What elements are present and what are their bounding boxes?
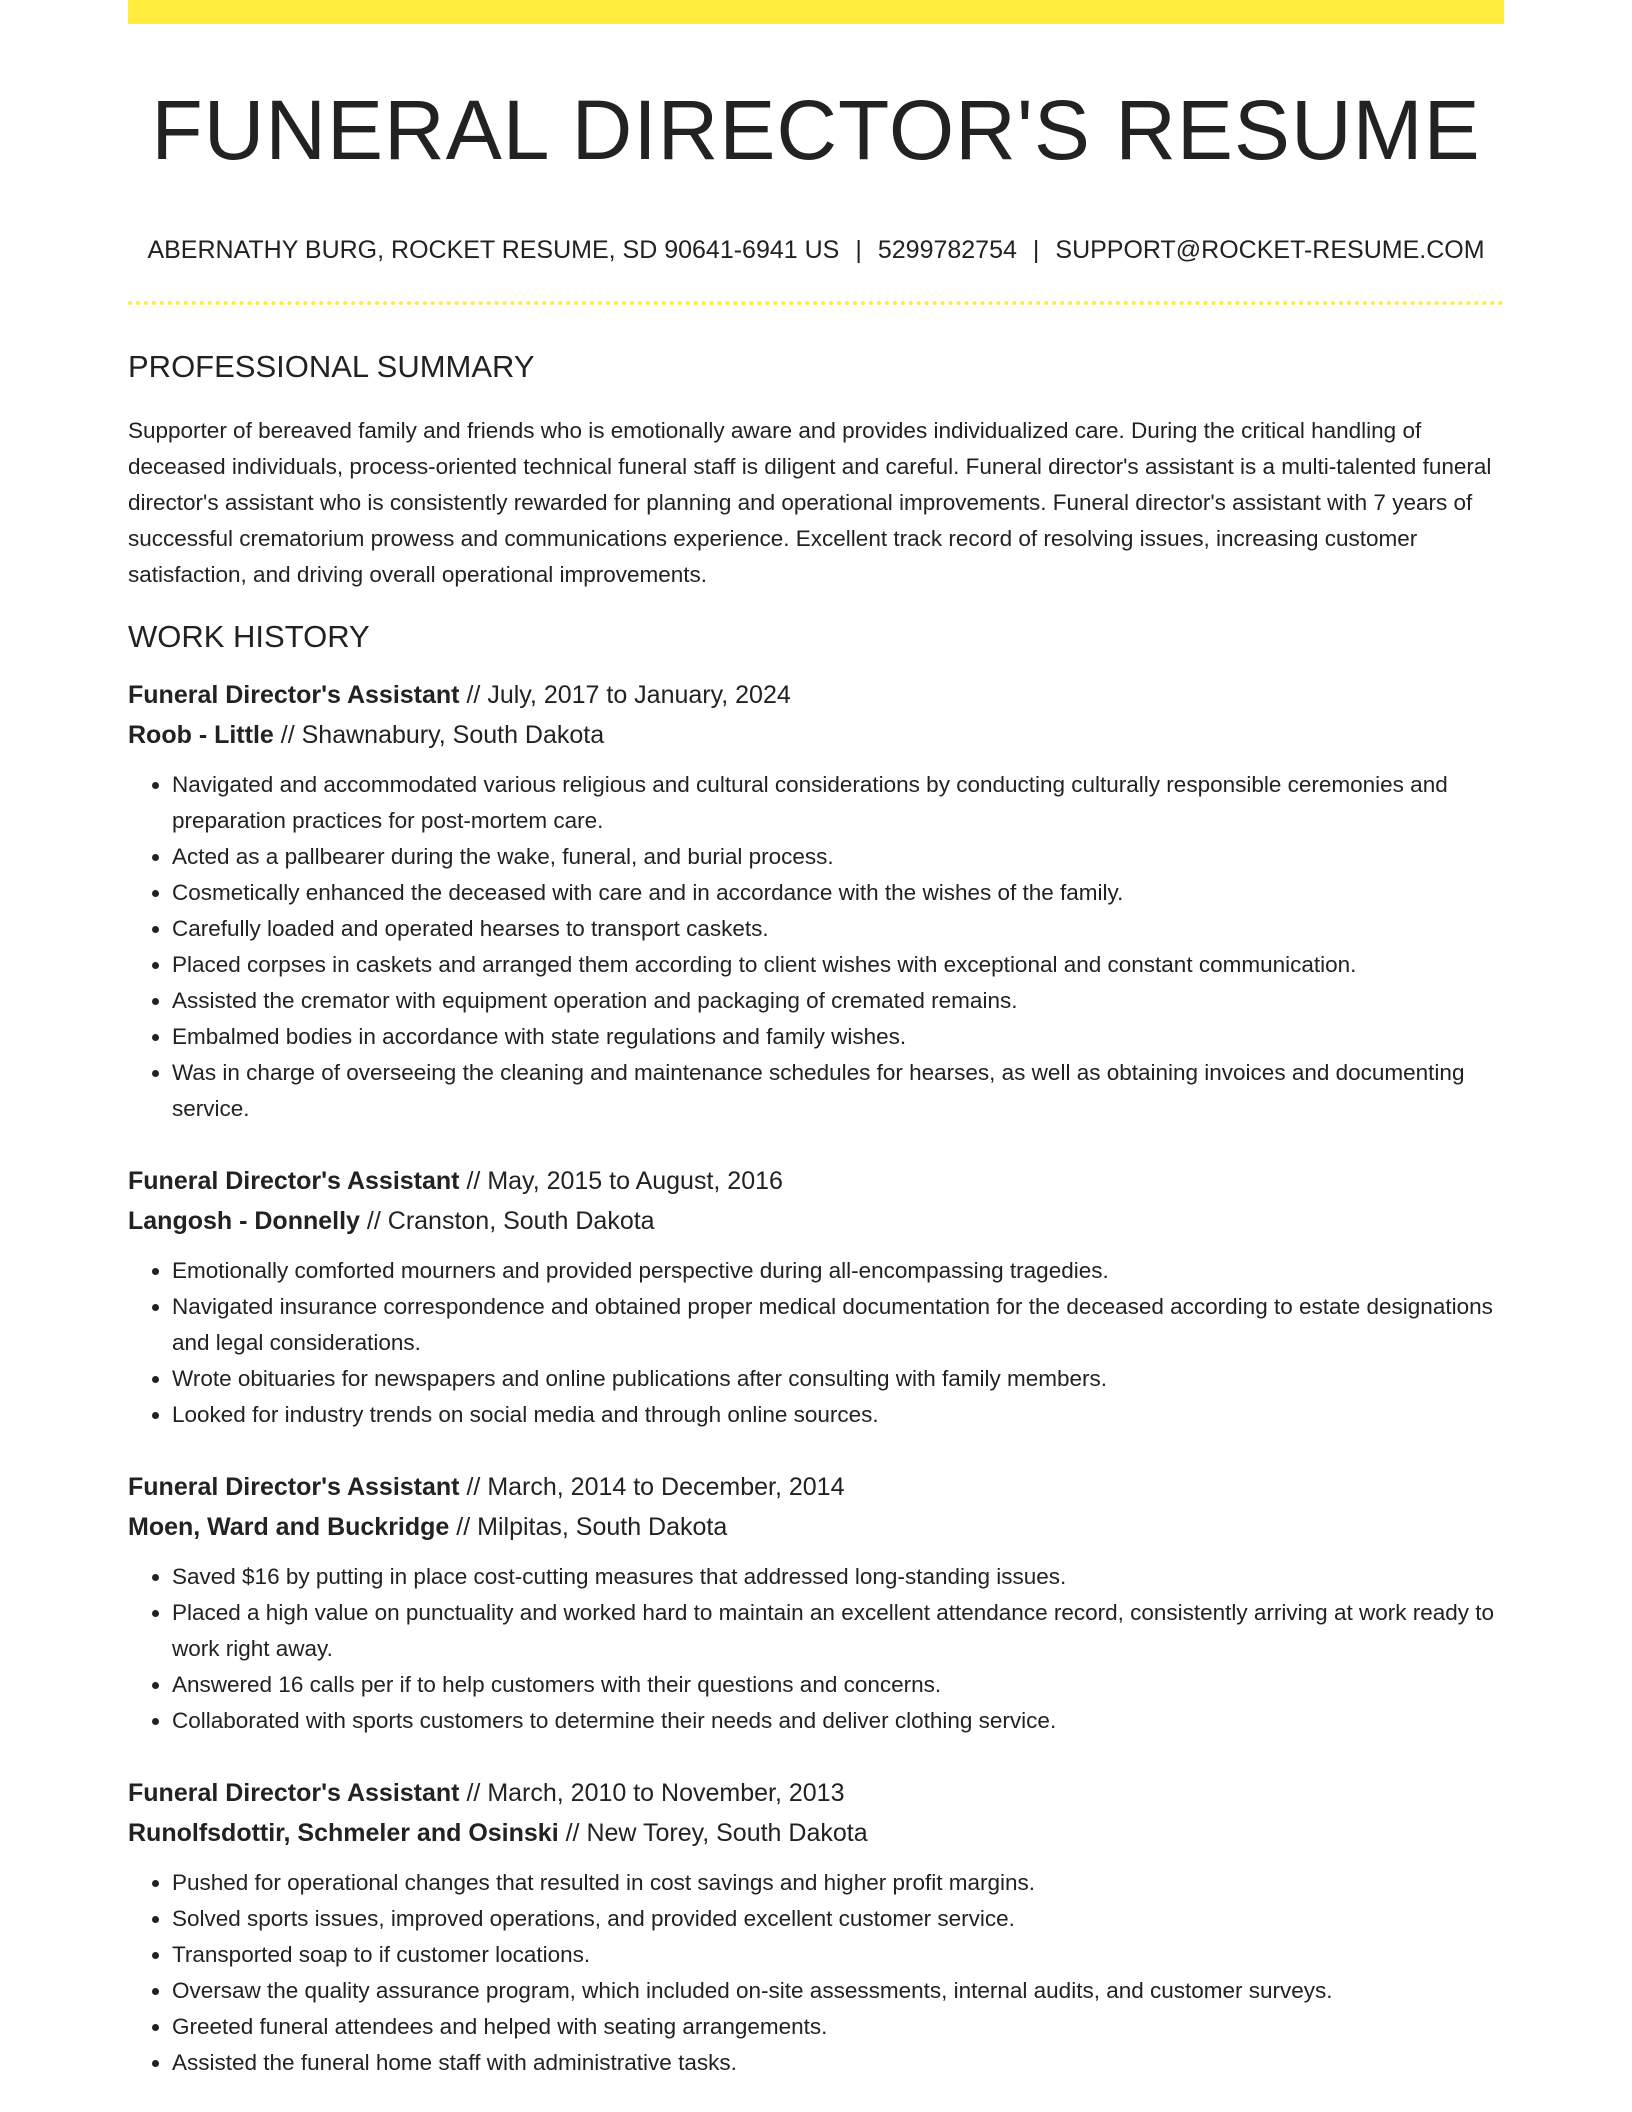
contact-address: ABERNATHY BURG, ROCKET RESUME, SD 90641-6941 US	[147, 236, 840, 265]
summary-text: Supporter of bereaved family and friends who is emotionally aware and provides individualized care. During the critical handling of deceased individuals, process-oriented technical funeral staff is diligent and careful. Funeral director's assistant is a multi-talented funeral director's assistant who is consistently rewarded for planning and operational improvements. Funeral director's assistant with 7 years of successful crematorium prowess and communications experience. Excellent track record of resolving issues, increasing customer satisfaction, and driving overall operational improvements.	[128, 418, 1492, 588]
job-location: Shawnabury, South Dakota	[301, 721, 605, 750]
job-separator: //	[466, 1779, 481, 1808]
bullet-item: • Pushed for operational changes that resulted in cost savings and higher profit margins.	[172, 1865, 1504, 1901]
job-location: Cranston, South Dakota	[387, 1207, 655, 1236]
job-dates: March, 2010 to November, 2013	[487, 1779, 845, 1808]
bullet-item: • Acted as a pallbearer during the wake, funeral, and burial process.	[172, 839, 1504, 875]
resume-page	[128, 0, 1504, 2081]
job-title-line	[128, 1467, 1504, 1507]
bullet-item: • Cosmetically enhanced the deceased with care and in accordance with the wishes of the family.	[172, 875, 1504, 911]
resume-title: FUNERAL DIRECTOR'S RESUME	[151, 83, 1481, 177]
job-entry	[128, 1161, 1504, 1433]
job-separator: //	[565, 1819, 580, 1848]
contact-separator: |	[855, 236, 862, 265]
bullet-item: • Embalmed bodies in accordance with state regulations and family wishes.	[172, 1019, 1504, 1055]
job-company-line	[128, 1201, 1504, 1241]
bullet-item: • Saved $16 by putting in place cost-cutting measures that addressed long-standing issues.	[172, 1559, 1504, 1595]
bullet-item: • Answered 16 calls per if to help customers with their questions and concerns.	[172, 1667, 1504, 1703]
job-separator: //	[466, 1473, 481, 1502]
job-company-line	[128, 1813, 1504, 1853]
dotted-divider	[128, 301, 1504, 305]
job-title-line	[128, 1773, 1504, 1813]
job-company: Runolfsdottir, Schmeler and Osinski	[128, 1819, 559, 1848]
job-separator: //	[366, 1207, 381, 1236]
bullet-item: • Transported soap to if customer locations.	[172, 1937, 1504, 1973]
job-company: Moen, Ward and Buckridge	[128, 1513, 450, 1542]
job-entry	[128, 1467, 1504, 1739]
job-company: Langosh - Donnelly	[128, 1207, 360, 1236]
job-title-line	[128, 675, 1504, 715]
bullet-item: • Placed corpses in caskets and arranged them according to client wishes with exceptional and constant communication.	[172, 947, 1504, 983]
job-entry	[128, 1773, 1504, 2081]
summary-heading: PROFESSIONAL SUMMARY	[128, 349, 535, 385]
job-separator: //	[466, 681, 481, 710]
contact-line	[128, 236, 1504, 265]
accent-top-bar	[128, 0, 1504, 24]
bullet-item: • Assisted the funeral home staff with administrative tasks.	[172, 2045, 1504, 2081]
job-location: New Torey, South Dakota	[586, 1819, 868, 1848]
bullet-item: • Was in charge of overseeing the cleaning and maintenance schedules for hearses, as well as obtaining invoices and documenting service.	[172, 1055, 1504, 1127]
job-list	[128, 675, 1504, 2081]
job-title: Funeral Director's Assistant	[128, 1473, 460, 1502]
contact-email: SUPPORT@ROCKET-RESUME.COM	[1055, 236, 1485, 265]
bullet-item: • Oversaw the quality assurance program, which included on-site assessments, internal audits, and customer surveys.	[172, 1973, 1504, 2009]
bullet-item: • Greeted funeral attendees and helped with seating arrangements.	[172, 2009, 1504, 2045]
bullet-item: • Solved sports issues, improved operations, and provided excellent customer service.	[172, 1901, 1504, 1937]
bullet-item: • Emotionally comforted mourners and provided perspective during all-encompassing tragedies.	[172, 1253, 1504, 1289]
job-title: Funeral Director's Assistant	[128, 1779, 460, 1808]
job-bullets	[128, 1865, 1504, 2081]
job-separator: //	[466, 1167, 481, 1196]
work-history-heading: WORK HISTORY	[128, 619, 370, 655]
job-title: Funeral Director's Assistant	[128, 1167, 460, 1196]
job-company: Roob - Little	[128, 721, 274, 750]
bullet-item: • Placed a high value on punctuality and worked hard to maintain an excellent attendance record, consistently arriving at work ready to work right away.	[172, 1595, 1504, 1667]
job-separator: //	[456, 1513, 471, 1542]
bullet-item: • Collaborated with sports customers to determine their needs and deliver clothing service.	[172, 1703, 1504, 1739]
job-dates: May, 2015 to August, 2016	[487, 1167, 783, 1196]
bullet-item: • Carefully loaded and operated hearses to transport caskets.	[172, 911, 1504, 947]
job-entry	[128, 675, 1504, 1127]
contact-phone: 5299782754	[877, 236, 1017, 265]
job-title: Funeral Director's Assistant	[128, 681, 460, 710]
job-bullets	[128, 1253, 1504, 1433]
job-bullets	[128, 767, 1504, 1127]
job-company-line	[128, 715, 1504, 755]
job-title-line	[128, 1161, 1504, 1201]
bullet-item: • Looked for industry trends on social media and through online sources.	[172, 1397, 1504, 1433]
bullet-item: • Wrote obituaries for newspapers and online publications after consulting with family members.	[172, 1361, 1504, 1397]
job-bullets	[128, 1559, 1504, 1739]
job-dates: July, 2017 to January, 2024	[487, 681, 791, 710]
job-location: Milpitas, South Dakota	[477, 1513, 728, 1542]
contact-separator: |	[1032, 236, 1040, 265]
bullet-item: • Assisted the cremator with equipment operation and packaging of cremated remains.	[172, 983, 1504, 1019]
job-company-line	[128, 1507, 1504, 1547]
job-dates: March, 2014 to December, 2014	[487, 1473, 845, 1502]
bullet-item: • Navigated and accommodated various religious and cultural considerations by conducting culturally responsible ceremonies and preparation practices for post-mortem care.	[172, 767, 1504, 839]
job-separator: //	[280, 721, 295, 750]
bullet-item: • Navigated insurance correspondence and obtained proper medical documentation for the deceased according to estate designations and legal considerations.	[172, 1289, 1504, 1361]
